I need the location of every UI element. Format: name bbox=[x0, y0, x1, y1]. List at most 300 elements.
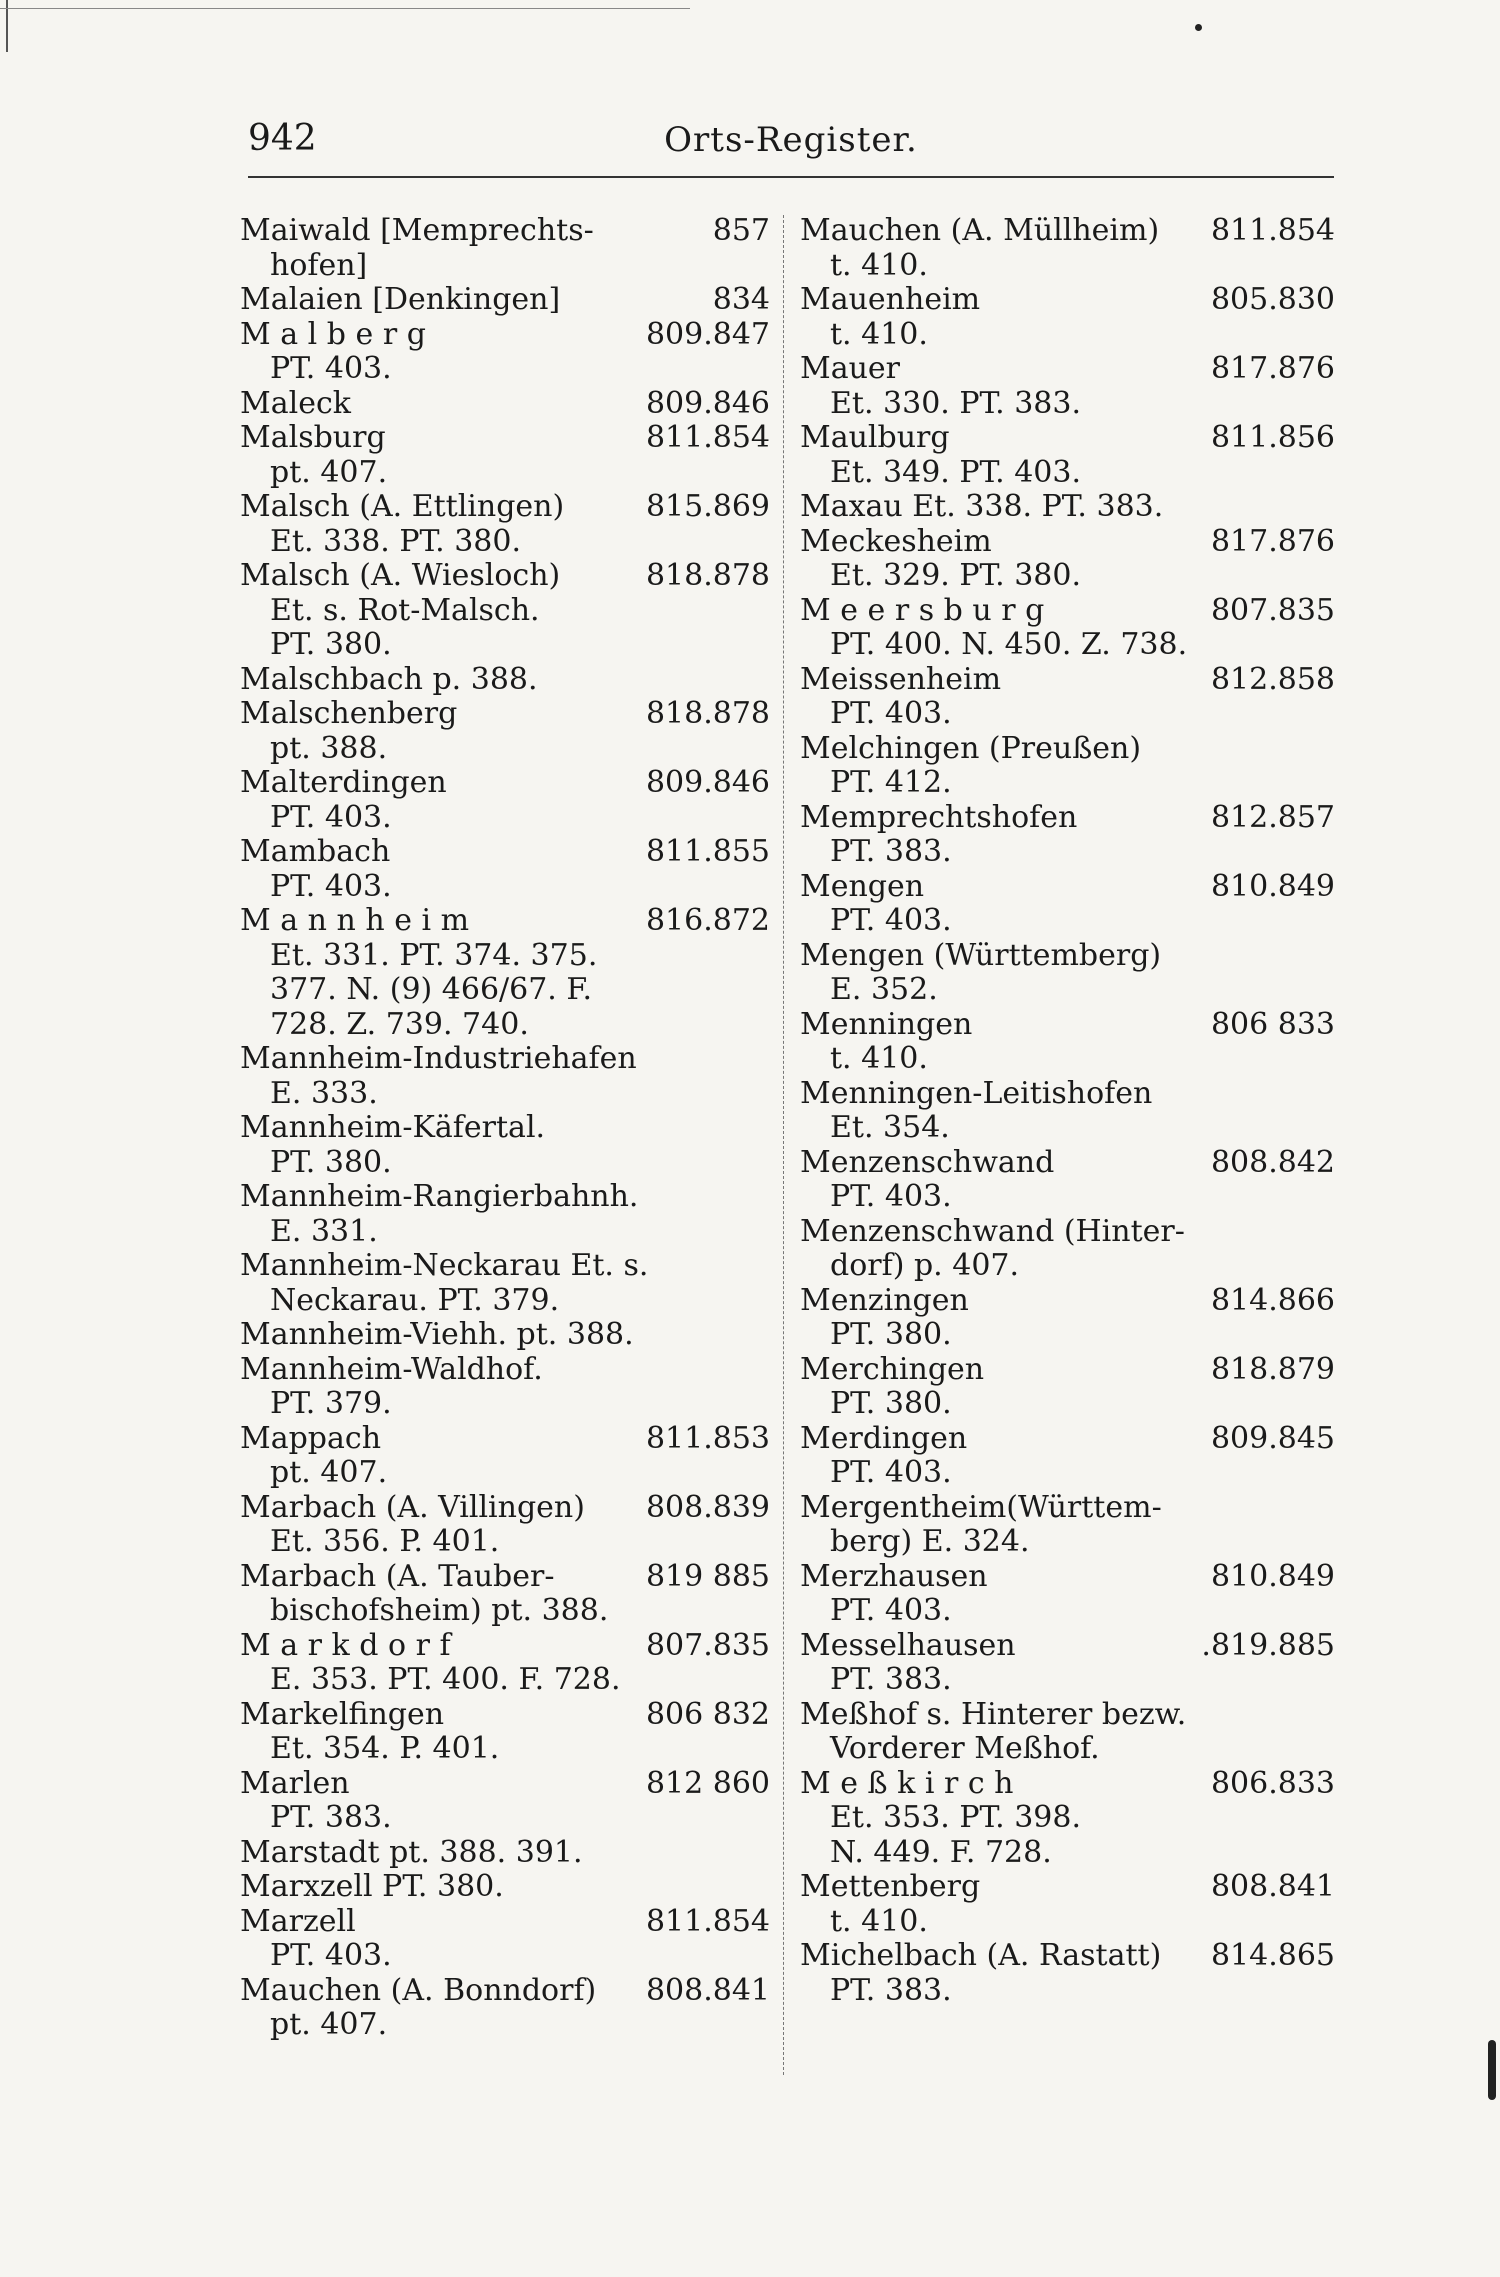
entry-text: M e e r s b u r g bbox=[800, 592, 1045, 628]
index-entry bbox=[800, 1284, 1335, 1353]
page-number: 942 bbox=[248, 118, 317, 159]
index-entry bbox=[240, 559, 770, 663]
entry-heading bbox=[240, 904, 770, 939]
entry-text: PT. 403. bbox=[830, 1455, 952, 1490]
entry-text: Et. 353. PT. 398. bbox=[830, 1800, 1082, 1835]
entry-detail bbox=[800, 766, 1335, 801]
entry-text: Vorderer Meßhof. bbox=[830, 1731, 1100, 1766]
entry-detail bbox=[800, 456, 1335, 491]
entry-detail bbox=[240, 2008, 770, 2043]
index-entry bbox=[240, 663, 770, 698]
index-entry bbox=[240, 1974, 770, 2043]
entry-text: Marbach (A. Villingen) bbox=[240, 1489, 585, 1525]
entry-page-refs: 807.835 bbox=[1210, 592, 1335, 628]
entry-text: M a n n h e i m bbox=[240, 903, 470, 938]
index-entry bbox=[800, 1560, 1335, 1629]
entry-page-refs: 807.835 bbox=[645, 1627, 770, 1663]
index-entry bbox=[800, 1077, 1335, 1146]
entry-heading bbox=[800, 870, 1335, 905]
entry-heading bbox=[800, 352, 1335, 387]
entry-heading bbox=[800, 1698, 1335, 1733]
entry-page-refs: 808.839 bbox=[645, 1489, 770, 1525]
scan-dot bbox=[1195, 24, 1202, 31]
entry-detail bbox=[800, 1387, 1335, 1422]
entry-text: pt. 407. bbox=[270, 2007, 388, 2042]
entry-text: Mannheim-Käfertal. bbox=[240, 1110, 546, 1145]
index-entry bbox=[800, 1767, 1335, 1871]
entry-detail bbox=[800, 1042, 1335, 1077]
entry-detail bbox=[240, 801, 770, 836]
left-column bbox=[240, 214, 770, 2043]
entry-heading bbox=[240, 1180, 770, 1215]
index-entry bbox=[800, 1353, 1335, 1422]
entry-text: Maleck bbox=[240, 385, 351, 421]
entry-text: Melchingen (Preußen) bbox=[800, 730, 1142, 766]
entry-text: Mengen (Württemberg) bbox=[800, 937, 1162, 973]
entry-heading bbox=[240, 318, 770, 353]
entry-detail bbox=[240, 1939, 770, 1974]
entry-detail bbox=[240, 1215, 770, 1250]
index-entry bbox=[800, 283, 1335, 352]
index-entry bbox=[240, 214, 770, 283]
entry-page-refs: 819 885 bbox=[645, 1558, 770, 1594]
index-entry bbox=[240, 387, 770, 422]
index-entry bbox=[240, 1905, 770, 1974]
entry-detail bbox=[240, 525, 770, 560]
entry-detail bbox=[800, 697, 1335, 732]
entry-detail bbox=[800, 387, 1335, 422]
entry-heading bbox=[240, 1629, 770, 1664]
entry-text: N. 449. F. 728. bbox=[830, 1834, 1052, 1870]
index-entry bbox=[240, 1560, 770, 1629]
entry-heading bbox=[240, 766, 770, 801]
entry-text: Et. 329. PT. 380. bbox=[830, 558, 1082, 593]
entry-text: Malschenberg bbox=[240, 696, 458, 731]
entry-text: M a r k d o r f bbox=[240, 1627, 451, 1663]
entry-detail bbox=[800, 973, 1335, 1008]
entry-text: PT. 403. bbox=[830, 1179, 952, 1214]
entry-page-refs: 808.841 bbox=[645, 1972, 770, 2008]
entry-text: Mappach bbox=[240, 1420, 382, 1456]
entry-page-refs: 814.866 bbox=[1210, 1282, 1335, 1318]
entry-page-refs: 808.841 bbox=[1210, 1869, 1335, 1904]
entry-heading bbox=[240, 697, 770, 732]
entry-text: Mambach bbox=[240, 834, 391, 869]
scan-edge-mark bbox=[1488, 2040, 1496, 2100]
entry-detail bbox=[240, 352, 770, 387]
index-entry bbox=[240, 766, 770, 835]
index-entry bbox=[800, 1215, 1335, 1284]
entry-detail bbox=[800, 1456, 1335, 1491]
entry-heading bbox=[240, 1111, 770, 1146]
entry-detail bbox=[800, 1525, 1335, 1560]
entry-page-refs: 811.854 bbox=[1210, 213, 1335, 248]
entry-page-refs: 857 bbox=[712, 213, 770, 248]
entry-detail bbox=[800, 1732, 1335, 1767]
index-entry bbox=[240, 1767, 770, 1836]
entry-text: Et. 354. bbox=[830, 1110, 950, 1145]
entry-text: Mannheim-Industriehafen bbox=[240, 1041, 637, 1076]
entry-detail bbox=[240, 1801, 770, 1836]
index-entry bbox=[800, 1491, 1335, 1560]
entry-text: PT. 403. bbox=[830, 903, 952, 938]
entry-heading bbox=[800, 594, 1335, 629]
entry-heading bbox=[240, 1870, 770, 1905]
entry-text: Meckesheim bbox=[800, 523, 992, 559]
entry-page-refs: 809.846 bbox=[645, 765, 770, 800]
entry-text: M a l b e r g bbox=[240, 316, 426, 352]
entry-detail bbox=[800, 904, 1335, 939]
index-entry bbox=[800, 1629, 1335, 1698]
index-entry bbox=[240, 490, 770, 559]
entry-page-refs: 817.876 bbox=[1210, 523, 1335, 559]
index-entry bbox=[800, 525, 1335, 594]
entry-heading bbox=[240, 1560, 770, 1595]
entry-page-refs: 812.857 bbox=[1210, 799, 1335, 835]
right-column bbox=[800, 214, 1335, 2008]
entry-page-refs: 834 bbox=[712, 282, 770, 317]
entry-text: Mauer bbox=[800, 351, 901, 386]
entry-page-refs: 817.876 bbox=[1210, 351, 1335, 386]
entry-text: PT. 412. bbox=[830, 765, 952, 800]
entry-page-refs: 809.847 bbox=[645, 316, 770, 352]
entry-detail bbox=[240, 1594, 770, 1629]
entry-heading bbox=[240, 1353, 770, 1388]
entry-text: t. 410. bbox=[830, 247, 928, 283]
entry-detail bbox=[240, 732, 770, 767]
entry-text: Merdingen bbox=[800, 1420, 968, 1456]
entry-text: Et. 349. PT. 403. bbox=[830, 454, 1082, 490]
entry-heading bbox=[800, 1284, 1335, 1319]
entry-detail bbox=[800, 835, 1335, 870]
entry-heading bbox=[800, 1560, 1335, 1595]
entry-heading bbox=[240, 1491, 770, 1526]
entry-text: Marxzell PT. 380. bbox=[240, 1869, 504, 1904]
index-entry bbox=[800, 214, 1335, 283]
entry-page-refs: 809.845 bbox=[1210, 1420, 1335, 1456]
entry-text: Et. 330. PT. 383. bbox=[830, 385, 1082, 421]
entry-detail bbox=[240, 870, 770, 905]
index-entry bbox=[800, 1698, 1335, 1767]
entry-detail bbox=[800, 1974, 1335, 2009]
entry-heading bbox=[800, 214, 1335, 249]
entry-text: Et. 331. PT. 374. 375. bbox=[270, 937, 598, 973]
entry-heading bbox=[800, 663, 1335, 698]
running-title: Orts-Register. bbox=[664, 120, 918, 160]
entry-text: PT. 403. bbox=[830, 696, 952, 731]
entry-heading bbox=[240, 1422, 770, 1457]
entry-heading bbox=[800, 1629, 1335, 1664]
entry-text: Et. s. Rot-Malsch. bbox=[270, 592, 540, 628]
entry-heading bbox=[800, 525, 1335, 560]
entry-heading bbox=[800, 1077, 1335, 1112]
entry-heading bbox=[800, 1870, 1335, 1905]
entry-page-refs: 806 833 bbox=[1210, 1006, 1335, 1042]
entry-text: Malschbach p. 388. bbox=[240, 661, 538, 697]
entry-page-refs: 816.872 bbox=[645, 903, 770, 938]
index-entry bbox=[800, 421, 1335, 490]
scan-top-line bbox=[0, 8, 690, 9]
entry-text: PT. 403. bbox=[270, 799, 392, 835]
entry-text: Malterdingen bbox=[240, 765, 447, 800]
entry-text: 728. Z. 739. 740. bbox=[270, 1006, 529, 1042]
entry-text: M e ß k i r c h bbox=[800, 1765, 1014, 1801]
entry-heading bbox=[240, 1905, 770, 1940]
entry-page-refs: 811.856 bbox=[1210, 420, 1335, 455]
entry-page-refs: 811.854 bbox=[645, 1903, 770, 1939]
entry-heading bbox=[800, 1008, 1335, 1043]
index-entry bbox=[240, 904, 770, 1042]
entry-text: Marzell bbox=[240, 1903, 356, 1939]
entry-page-refs: 811.853 bbox=[645, 1420, 770, 1456]
entry-detail bbox=[800, 1905, 1335, 1940]
index-entry bbox=[800, 1939, 1335, 2008]
entry-detail bbox=[800, 1594, 1335, 1629]
entry-detail bbox=[800, 1180, 1335, 1215]
entry-text: PT. 403. bbox=[830, 1593, 952, 1628]
entry-text: PT. 379. bbox=[270, 1386, 392, 1421]
entry-detail bbox=[240, 939, 770, 974]
entry-text: PT. 403. bbox=[270, 351, 392, 386]
entry-text: Markelfingen bbox=[240, 1696, 445, 1732]
index-entry bbox=[240, 1111, 770, 1180]
entry-text: Mauchen (A. Müllheim) bbox=[800, 213, 1160, 248]
entry-text: Maulburg bbox=[800, 420, 950, 455]
entry-text: PT. 380. bbox=[830, 1386, 952, 1421]
index-entry bbox=[240, 1422, 770, 1491]
entry-heading bbox=[240, 1767, 770, 1802]
entry-text: Mannheim-Viehh. pt. 388. bbox=[240, 1317, 634, 1352]
entry-text: Merchingen bbox=[800, 1351, 985, 1387]
entry-heading bbox=[240, 559, 770, 594]
entry-text: Marbach (A. Tauber- bbox=[240, 1558, 555, 1594]
entry-text: Messelhausen bbox=[800, 1627, 1016, 1663]
entry-detail bbox=[240, 973, 770, 1008]
entry-page-refs: 811.854 bbox=[645, 420, 770, 455]
entry-detail bbox=[800, 1801, 1335, 1836]
entry-text: Mauenheim bbox=[800, 282, 981, 317]
entry-text: Mergentheim(Württem- bbox=[800, 1489, 1162, 1525]
entry-detail bbox=[240, 594, 770, 629]
index-entry bbox=[800, 801, 1335, 870]
entry-detail bbox=[240, 1008, 770, 1043]
entry-detail bbox=[800, 249, 1335, 284]
entry-text: t. 410. bbox=[830, 316, 928, 352]
entry-text: Mannheim-Neckarau Et. s. bbox=[240, 1248, 649, 1283]
entry-detail bbox=[240, 456, 770, 491]
entry-heading bbox=[800, 1939, 1335, 1974]
entry-text: Mettenberg bbox=[800, 1869, 981, 1904]
index-entry bbox=[240, 1870, 770, 1905]
entry-heading bbox=[800, 1491, 1335, 1526]
entry-detail bbox=[240, 1077, 770, 1112]
entry-page-refs: 806 832 bbox=[645, 1696, 770, 1732]
index-entry bbox=[800, 1870, 1335, 1939]
entry-text: PT. 383. bbox=[830, 1662, 952, 1697]
entry-detail bbox=[800, 318, 1335, 353]
entry-heading bbox=[800, 421, 1335, 456]
entry-text: Malsch (A. Wiesloch) bbox=[240, 558, 561, 593]
entry-page-refs: 808.842 bbox=[1210, 1144, 1335, 1180]
entry-text: Marstadt pt. 388. 391. bbox=[240, 1834, 583, 1870]
entry-heading bbox=[240, 1836, 770, 1871]
entry-text: E. 352. bbox=[830, 972, 938, 1007]
entry-heading bbox=[240, 283, 770, 318]
entry-detail bbox=[800, 628, 1335, 663]
entry-text: PT. 403. bbox=[270, 1938, 392, 1973]
entry-text: Maxau Et. 338. PT. 383. bbox=[800, 489, 1164, 524]
entry-text: Merzhausen bbox=[800, 1558, 988, 1594]
entry-page-refs: 805.830 bbox=[1210, 282, 1335, 317]
entry-text: Memprechtshofen bbox=[800, 799, 1078, 835]
entry-heading bbox=[240, 1974, 770, 2009]
index-entry bbox=[800, 1146, 1335, 1215]
entry-heading bbox=[800, 490, 1335, 525]
index-entry bbox=[800, 732, 1335, 801]
entry-text: bischofsheim) pt. 388. bbox=[270, 1593, 609, 1628]
entry-detail bbox=[240, 1387, 770, 1422]
entry-detail bbox=[240, 628, 770, 663]
entry-heading bbox=[800, 1215, 1335, 1250]
entry-heading bbox=[240, 1698, 770, 1733]
entry-text: Malsburg bbox=[240, 420, 386, 455]
index-entry bbox=[240, 1318, 770, 1353]
entry-detail bbox=[800, 1836, 1335, 1871]
entry-text: PT. 400. N. 450. Z. 738. bbox=[830, 627, 1188, 662]
entry-text: pt. 407. bbox=[270, 454, 388, 490]
entry-heading bbox=[240, 835, 770, 870]
index-entry bbox=[800, 1422, 1335, 1491]
entry-text: Et. 354. P. 401. bbox=[270, 1731, 500, 1766]
index-entry bbox=[800, 352, 1335, 421]
index-entry bbox=[240, 697, 770, 766]
entry-text: PT. 383. bbox=[830, 1972, 952, 2008]
index-entry bbox=[800, 663, 1335, 732]
entry-page-refs: 810.849 bbox=[1210, 868, 1335, 904]
entry-heading bbox=[240, 387, 770, 422]
entry-text: Menningen-Leitishofen bbox=[800, 1075, 1153, 1111]
entry-page-refs: 812 860 bbox=[645, 1765, 770, 1801]
entry-text: PT. 380. bbox=[270, 1144, 392, 1180]
entry-page-refs: 818.878 bbox=[645, 696, 770, 731]
entry-text: t. 410. bbox=[830, 1041, 928, 1076]
entry-text: Et. 338. PT. 380. bbox=[270, 523, 522, 559]
entry-heading bbox=[800, 283, 1335, 318]
index-entry bbox=[800, 594, 1335, 663]
index-entry bbox=[240, 1249, 770, 1318]
entry-heading bbox=[240, 1249, 770, 1284]
entry-text: Neckarau. PT. 379. bbox=[270, 1282, 560, 1318]
entry-detail bbox=[240, 1456, 770, 1491]
index-entry bbox=[240, 1180, 770, 1249]
entry-text: PT. 380. bbox=[270, 627, 392, 662]
entry-text: Et. 356. P. 401. bbox=[270, 1524, 500, 1559]
index-entry bbox=[240, 1836, 770, 1871]
entry-page-refs: .819.885 bbox=[1201, 1627, 1335, 1663]
entry-text: Mannheim-Rangierbahnh. bbox=[240, 1179, 639, 1214]
entry-heading bbox=[240, 490, 770, 525]
entry-detail bbox=[800, 1663, 1335, 1698]
index-entry bbox=[800, 1008, 1335, 1077]
index-entry bbox=[240, 421, 770, 490]
entry-detail bbox=[240, 1732, 770, 1767]
entry-text: E. 353. PT. 400. F. 728. bbox=[270, 1662, 621, 1697]
entry-heading bbox=[240, 1318, 770, 1353]
index-entry bbox=[240, 1491, 770, 1560]
index-entry bbox=[800, 490, 1335, 525]
entry-page-refs: 806.833 bbox=[1210, 1765, 1335, 1801]
index-entry bbox=[240, 1698, 770, 1767]
entry-text: hofen] bbox=[270, 247, 368, 283]
entry-heading bbox=[800, 939, 1335, 974]
entry-text: Marlen bbox=[240, 1765, 350, 1801]
entry-page-refs: 811.855 bbox=[645, 834, 770, 869]
entry-text: PT. 383. bbox=[830, 834, 952, 869]
entry-text: dorf) p. 407. bbox=[830, 1248, 1020, 1283]
entry-text: Meßhof s. Hinterer bezw. bbox=[800, 1696, 1187, 1732]
entry-text: PT. 403. bbox=[270, 868, 392, 904]
entry-text: Malsch (A. Ettlingen) bbox=[240, 489, 565, 524]
entry-text: Michelbach (A. Rastatt) bbox=[800, 1938, 1162, 1973]
header-rule bbox=[248, 176, 1334, 178]
entry-text: PT. 383. bbox=[270, 1800, 392, 1835]
column-divider bbox=[783, 215, 784, 2075]
entry-heading bbox=[800, 732, 1335, 767]
index-entry bbox=[240, 835, 770, 904]
index-entry bbox=[240, 1629, 770, 1698]
entry-heading bbox=[800, 801, 1335, 836]
entry-page-refs: 814.865 bbox=[1210, 1938, 1335, 1973]
entry-text: pt. 388. bbox=[270, 730, 388, 766]
entry-heading bbox=[240, 421, 770, 456]
index-entry bbox=[240, 1353, 770, 1422]
entry-heading bbox=[800, 1767, 1335, 1802]
entry-text: berg) E. 324. bbox=[830, 1524, 1030, 1559]
entry-detail bbox=[240, 249, 770, 284]
entry-detail bbox=[800, 559, 1335, 594]
entry-text: Menzenschwand bbox=[800, 1144, 1055, 1180]
entry-text: Maiwald [Memprechts- bbox=[240, 213, 594, 248]
entry-text: E. 331. bbox=[270, 1213, 378, 1249]
entry-text: E. 333. bbox=[270, 1075, 378, 1111]
entry-page-refs: 812.858 bbox=[1210, 661, 1335, 697]
entry-detail bbox=[800, 1318, 1335, 1353]
entry-text: Menningen bbox=[800, 1006, 973, 1042]
entry-page-refs: 818.878 bbox=[645, 558, 770, 593]
entry-heading bbox=[240, 214, 770, 249]
entry-detail bbox=[240, 1146, 770, 1181]
entry-heading bbox=[800, 1422, 1335, 1457]
entry-text: Mannheim-Waldhof. bbox=[240, 1351, 543, 1387]
index-entry bbox=[240, 283, 770, 318]
index-entry bbox=[240, 1042, 770, 1111]
index-entry bbox=[800, 939, 1335, 1008]
entry-detail bbox=[240, 1663, 770, 1698]
entry-detail bbox=[240, 1284, 770, 1319]
entry-heading bbox=[240, 1042, 770, 1077]
entry-page-refs: 810.849 bbox=[1210, 1558, 1335, 1594]
entry-page-refs: 809.846 bbox=[645, 385, 770, 421]
entry-heading bbox=[800, 1353, 1335, 1388]
entry-detail bbox=[240, 1525, 770, 1560]
entry-heading bbox=[800, 1146, 1335, 1181]
entry-text: Menzingen bbox=[800, 1282, 969, 1318]
entry-text: t. 410. bbox=[830, 1903, 928, 1939]
entry-text: PT. 380. bbox=[830, 1317, 952, 1352]
entry-text: Mauchen (A. Bonndorf) bbox=[240, 1972, 597, 2008]
page-header bbox=[248, 118, 1334, 168]
entry-text: Malaien [Denkingen] bbox=[240, 282, 561, 317]
